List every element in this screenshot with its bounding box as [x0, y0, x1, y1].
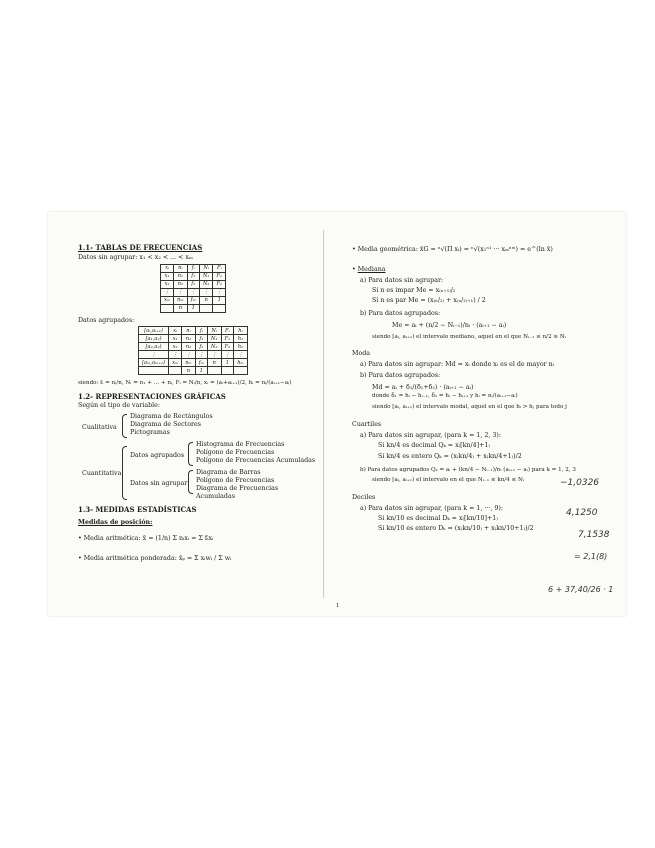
table-cell: 1 [213, 296, 226, 304]
table-cell: ⋮ [221, 351, 234, 359]
mediana-impar: Si n es impar Me = x₍ₙ₊₁₎/₂ [372, 286, 456, 294]
table-cell: 1 [221, 359, 234, 367]
table-cell: ⋮ [234, 351, 248, 359]
media-ponderada: • Media aritmética ponderada: x̄ₚ = Σ xᵢwᵢ / Σ wᵢ [78, 554, 232, 562]
mediana-formula: Me = aᵢ + (n/2 − Nᵢ₋₁)/nᵢ · (aᵢ₊₁ − aᵢ) [392, 322, 507, 330]
table-cell: ⋮ [139, 351, 169, 359]
cuartiles-entero: Si kn/4 es entero Qₖ = (x₍kn/4₎ + x₍kn/4+1₎)/2 [378, 452, 522, 460]
table-cell: N₁ [207, 335, 221, 343]
media-aritmetica: • Media aritmética: x̄ = (1/n) Σ nᵢxᵢ = Σ fᵢxᵢ [78, 534, 214, 542]
handwritten-note-1: −1,0326 [560, 478, 600, 488]
table-cell [199, 304, 213, 312]
table-cell: 1 [187, 304, 199, 312]
list-item: Diagrama de Frecuencias Acumuladas [196, 484, 279, 500]
moda-formula: Md = aᵢ + δ₁/(δ₁+δ₂) · (aᵢ₊₁ − aᵢ) [372, 383, 474, 391]
table-cell [207, 367, 221, 375]
table-cell: N₂ [199, 280, 213, 288]
table-cell: F₂ [221, 343, 234, 351]
table-cell: ⋮ [195, 351, 207, 359]
table-cell: xₘ [161, 296, 174, 304]
table-cell: ⋮ [213, 288, 226, 296]
table-cell: [a₁,a₂) [139, 335, 169, 343]
deciles-heading: Deciles [352, 493, 376, 501]
handwritten-note-5: 6 + 37,40/26 · 1 [548, 585, 614, 594]
table-cell: N₂ [207, 343, 221, 351]
siendo-formula: siendo: fᵢ = nᵢ/n, Nᵢ = n₁ + ... + nᵢ, Fᵢ = Nᵢ/n, xᵢ = (aᵢ+aᵢ₊₁)/2, hᵢ = nᵢ/(aᵢ₊₁−aᵢ) [78, 380, 292, 387]
table-cell: nᵢ [174, 264, 188, 272]
table-cell: n₂ [174, 280, 188, 288]
mediana-a: a) Para datos sin agrupar: [360, 276, 444, 284]
table-row [139, 367, 248, 375]
table-cell [139, 367, 169, 375]
table-cell: F₁ [221, 335, 234, 343]
table-cell: n₁ [174, 272, 188, 280]
table-cell [161, 304, 174, 312]
mediana-siendo: siendo [aᵢ, aᵢ₊₁) el intervalo mediano, aquel en el que Nᵢ₋₁ ≤ n/2 ≤ Nᵢ [372, 334, 566, 341]
table-row [139, 351, 248, 359]
table-cell: f₁ [187, 272, 199, 280]
table-cell: Fᵢ [213, 264, 226, 272]
cualitativa-label: Cualitativa [82, 424, 117, 432]
table-cell: [aᵢ,aᵢ₊₁) [139, 327, 169, 335]
table-cell: ⋮ [174, 288, 188, 296]
media-geometrica: • Media geométrica: x̄G = ⁿ√(Π xᵢ) = ⁿ√(x₁ⁿ¹ ··· xₘⁿᵐ) = e^(ln x̄) [352, 246, 553, 253]
table-cell: [aₘ,aₘ₊₁) [139, 359, 169, 367]
table-cell: ⋮ [169, 351, 182, 359]
moda-donde: donde δ₁ = hᵢ − hᵢ₋₁, δ₂ = hᵢ − hᵢ₊₁ y hᵢ = nᵢ/(aᵢ₊₁−aᵢ) [372, 393, 518, 400]
table-row [161, 296, 226, 304]
deciles-entero: Si kn/10 es entero Dₖ = (x₍kn/10₎ + x₍kn/10+1₎)/2 [378, 525, 534, 533]
list-item: Diagrama de Barras [196, 469, 261, 477]
table-row [139, 359, 248, 367]
table-row [139, 343, 248, 351]
table-cell: nₘ [174, 296, 188, 304]
table-cell: xᵢ [169, 327, 182, 335]
table-cell: hᵢ [234, 327, 248, 335]
table-cell: f₂ [187, 280, 199, 288]
sin-agrupar-items [196, 469, 316, 500]
datos-agrupados-label: Datos agrupados [130, 452, 185, 460]
sin-agrupar-label: Datos sin agrupar: x₁ < x₂ < ... < xₘ [78, 253, 193, 261]
cuantitativa-label: Cuantitativa [82, 470, 122, 478]
handwritten-note-3: 7,1538 [578, 530, 610, 540]
mediana-heading: • Mediana [352, 265, 386, 273]
moda-b: b) Para datos agrupados: [360, 371, 441, 379]
table-cell: ⋮ [199, 288, 213, 296]
graficas-title: 1.2- REPRESENTACIONES GRÁFICAS [78, 392, 226, 402]
table-row [161, 288, 226, 296]
table-cell: f₂ [195, 343, 207, 351]
column-divider [323, 230, 324, 598]
table-cell: x₂ [169, 343, 182, 351]
graficas-tree [78, 412, 316, 500]
agrupados-items [196, 441, 315, 465]
table-cell: Nᵢ [207, 327, 221, 335]
table-row [161, 304, 226, 312]
table-cell [221, 367, 234, 375]
table-cell: ⋮ [161, 288, 174, 296]
table-cell: [a₂,a₃) [139, 343, 169, 351]
graficas-subtitle: Según el tipo de variable: [78, 402, 161, 410]
table-cell: 1 [195, 367, 207, 375]
table-cell: fₘ [187, 296, 199, 304]
cualitativa-brace [122, 414, 127, 438]
cuartiles-decimal: Si kn/4 es decimal Qₖ = x₍[kn/4]+1₎ [378, 442, 490, 450]
moda-siendo: siendo [aᵢ, aᵢ₊₁) el intervalo modal, aquel en el que hᵢ > hⱼ para todo j [372, 404, 567, 411]
deciles-a: a) Para datos sin agrupar, (para k = 1, ···, 9): [360, 504, 503, 512]
handwritten-note-2: 4,1250 [566, 508, 598, 518]
medidas-title: 1.3- MEDIDAS ESTADÍSTICAS [78, 505, 197, 515]
table-cell: f₁ [195, 335, 207, 343]
table-cell: h₂ [234, 343, 248, 351]
mediana-par: Si n es par Me = (x₍ₙ/₂₎ + x₍ₙ/₂₎₊₁) / 2 [372, 297, 486, 305]
table-cell: Fᵢ [221, 327, 234, 335]
cuantitativa-brace [122, 446, 127, 500]
table-cell: nᵢ [182, 327, 196, 335]
freq-table-ungrouped [160, 264, 226, 313]
table-cell: n [174, 304, 188, 312]
moda-a: a) Para datos sin agrupar: Md = xᵢ donde xᵢ es el de mayor nᵢ [360, 360, 554, 368]
posicion-heading: Medidas de posición: [78, 518, 153, 526]
agrupados-label: Datos agrupados: [78, 316, 135, 324]
list-item: Histograma de Frecuencias [196, 441, 285, 449]
table-cell: Nᵢ [199, 264, 213, 272]
table-cell: F₂ [213, 280, 226, 288]
table-cell: n [182, 367, 196, 375]
mediana-b: b) Para datos agrupados: [360, 310, 441, 318]
deciles-decimal: Si kn/10 es decimal Dₖ = x₍[kn/10]+1₎ [378, 514, 498, 522]
list-item: Polígono de Frecuencias Acumuladas [196, 456, 316, 464]
table-cell: nₘ [182, 359, 196, 367]
table-cell: xₘ [169, 359, 182, 367]
agrupados-brace [188, 442, 193, 466]
table-cell: ⋮ [187, 288, 199, 296]
cuartiles-heading: Cuartiles [352, 421, 382, 429]
table-cell [234, 367, 248, 375]
moda-heading: Moda [352, 350, 371, 357]
table-cell [213, 304, 226, 312]
table-header-row [139, 327, 248, 335]
table-cell: x₁ [169, 335, 182, 343]
table-cell: n [207, 359, 221, 367]
table-cell: x₁ [161, 272, 174, 280]
cuartiles-siendo: siendo [aᵢ, aᵢ₊₁) el intervalo en el que Nᵢ₋₁ ≤ kn/4 ≤ Nᵢ [372, 476, 525, 483]
table-cell: ⋮ [182, 351, 196, 359]
left-column [78, 244, 316, 562]
table-cell: x₂ [161, 280, 174, 288]
handwritten-note-4: = 2,1(8) [574, 552, 608, 561]
table-row [139, 335, 248, 343]
table-cell: n [199, 296, 213, 304]
tables-title: 1.1- TABLAS DE FRECUENCIAS [78, 243, 203, 252]
table-cell: xᵢ [161, 264, 174, 272]
right-column [352, 238, 602, 533]
table-cell: n₂ [182, 343, 196, 351]
table-row [161, 272, 226, 280]
cuartiles-a: a) Para datos sin agrupar, (para k = 1, 2, 3): [360, 432, 501, 440]
table-cell: fᵢ [187, 264, 199, 272]
table-header-row [161, 264, 226, 272]
page-number: 1 [336, 603, 340, 609]
table-cell: F₁ [213, 272, 226, 280]
table-cell: N₁ [199, 272, 213, 280]
list-item: Polígono de Frecuencias [196, 476, 275, 484]
table-cell: fᵢ [195, 327, 207, 335]
table-cell: n₁ [182, 335, 196, 343]
table-cell: fₘ [195, 359, 207, 367]
list-item: Diagrama de Sectores [130, 420, 201, 428]
freq-table-grouped [138, 326, 248, 375]
list-item: Polígono de Frecuencias [196, 448, 275, 456]
table-cell: ⋮ [207, 351, 221, 359]
sin-agrupar-brace [188, 470, 193, 494]
cuartiles-b: b) Para datos agrupados Qₖ = aᵢ + (kn/4 − Nᵢ₋₁)/nᵢ (aᵢ₊₁ − aᵢ) para k = 1, 2, 3 [360, 466, 576, 473]
list-item: Diagrama de Rectángulos [130, 413, 213, 421]
datos-sin-agrupar-label: Datos sin agrupar [130, 480, 188, 488]
table-row [161, 280, 226, 288]
table-cell: h₁ [234, 335, 248, 343]
cualitativa-items [130, 413, 213, 437]
list-item: Pictogramas [130, 428, 170, 436]
table-cell [169, 367, 182, 375]
table-cell: hₘ [234, 359, 248, 367]
